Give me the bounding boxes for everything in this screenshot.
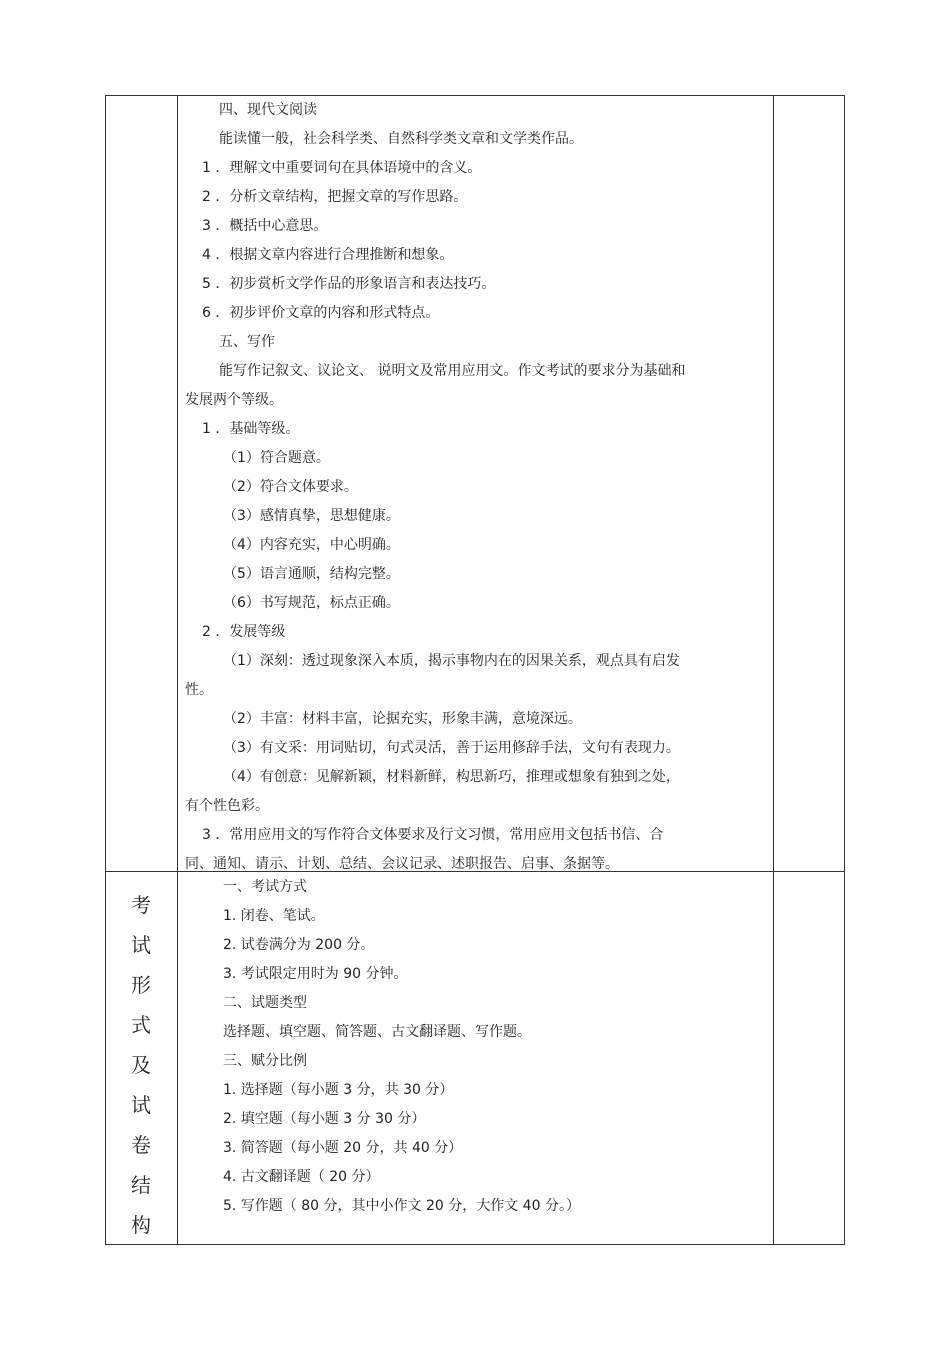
text-line: 能写作记叙文、议论文、 说明文及常用应用文。作文考试的要求分为基础和 [219, 363, 686, 379]
list-item: 2. 试卷满分为 200 分。 [223, 937, 375, 953]
list-item: 6 ．初步评价文章的内容和形式特点。 [202, 305, 440, 321]
column-divider-right [773, 96, 774, 1244]
section-heading: 一、考试方式 [223, 879, 307, 895]
row-label-char: 式 [131, 1013, 151, 1037]
list-item: 2 ．发展等级 [202, 624, 286, 640]
text-line: 能读懂一般，社会科学类、自然科学类文章和文学类作品。 [219, 131, 583, 147]
row-label-char: 试 [131, 933, 151, 957]
list-item: 3. 简答题（每小题 20 分，共 40 分） [223, 1140, 463, 1156]
row-label-char: 试 [131, 1093, 151, 1117]
section-heading: 三、赋分比例 [223, 1053, 307, 1069]
row-label-char: 考 [131, 893, 151, 917]
column-divider-left [177, 96, 178, 1244]
list-item: 1 ．基础等级。 [202, 421, 300, 437]
list-item: 5. 写作题（ 80 分，其中小作文 20 分，大作文 40 分。） [223, 1198, 580, 1214]
section-heading: 二、试题类型 [223, 995, 307, 1011]
list-item: （6）书写规范，标点正确。 [223, 595, 400, 611]
section-heading: 五、写作 [219, 334, 275, 350]
row-label-char: 形 [131, 973, 151, 997]
list-item: 1 ．理解文中重要词句在具体语境中的含义。 [202, 160, 482, 176]
list-item: （3）感情真挚，思想健康。 [223, 508, 400, 524]
text-line: 同、通知、请示、计划、总结、会议记录、述职报告、启事、条据等。 [185, 856, 619, 872]
list-item: （4）内容充实，中心明确。 [223, 537, 400, 553]
list-item: （2）符合文体要求。 [223, 479, 358, 495]
list-item: （4）有创意：见解新颖，材料新鲜，构思新巧，推理或想象有独到之处， [223, 769, 680, 785]
list-item: （3）有文采：用词贴切，句式灵活，善于运用修辞手法，文句有表现力。 [223, 740, 680, 756]
text-line: 有个性色彩。 [185, 798, 269, 814]
list-item: 1. 选择题（每小题 3 分，共 30 分） [223, 1082, 454, 1098]
list-item: 2. 填空题（每小题 3 分 30 分） [223, 1111, 426, 1127]
list-item: 3. 考试限定用时为 90 分钟。 [223, 966, 408, 982]
row-label-char: 结 [131, 1173, 151, 1197]
list-item: （2）丰富：材料丰富，论据充实，形象丰满，意境深远。 [223, 711, 582, 727]
row-label-char: 构 [131, 1213, 151, 1237]
list-item: 3 ．常用应用文的写作符合文体要求及行文习惯，常用应用文包括书信、合 [202, 827, 664, 843]
text-line: 选择题、填空题、简答题、古文翻译题、写作题。 [223, 1024, 531, 1040]
text-line: 发展两个等级。 [185, 392, 283, 408]
text-line: 性。 [185, 682, 213, 698]
row-label-char: 及 [131, 1053, 151, 1077]
syllabus-table [105, 95, 845, 1245]
list-item: 1. 闭卷、笔试。 [223, 908, 325, 924]
list-item: 2 ．分析文章结构，把握文章的写作思路。 [202, 189, 468, 205]
list-item: （1）符合题意。 [223, 450, 330, 466]
row-label-char: 卷 [131, 1133, 151, 1157]
section-heading: 四、现代文阅读 [219, 102, 317, 118]
list-item: （5）语言通顺，结构完整。 [223, 566, 400, 582]
list-item: 4 ．根据文章内容进行合理推断和想象。 [202, 247, 454, 263]
list-item: 3 ．概括中心意思。 [202, 218, 328, 234]
list-item: 5 ．初步赏析文学作品的形象语言和表达技巧。 [202, 276, 496, 292]
list-item: 4. 古文翻译题（ 20 分） [223, 1169, 380, 1185]
list-item: （1）深刻：透过现象深入本质，揭示事物内在的因果关系，观点具有启发 [223, 653, 680, 669]
